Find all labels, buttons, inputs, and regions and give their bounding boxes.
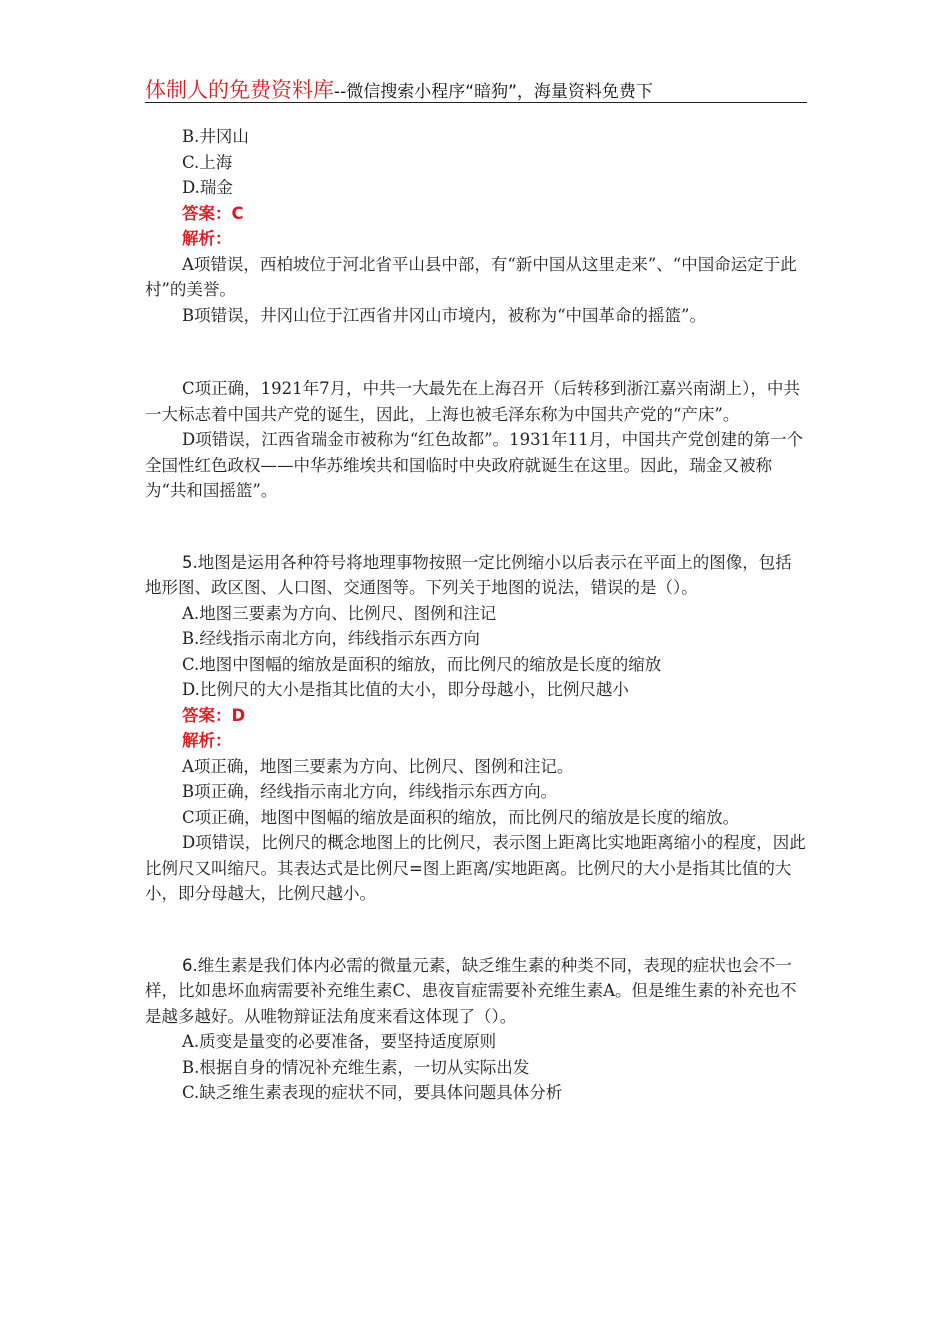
q5-number: 5. (182, 552, 198, 572)
q5-option-b: B.经线指示南北方向，纬线指示东西方向 (182, 629, 480, 648)
q5-option-d: D.比例尺的大小是指其比值的大小，即分母越小，比例尺越小 (182, 680, 629, 699)
spacer (145, 907, 807, 953)
q5-analysis-d: D项错误，比例尺的概念地图上的比例尺，表示图上距离比实地距离缩小的程度，因此比例尺又叫缩尺。其表达式是比例尺=图上距离/实地距离。比例尺的大小是指其比值的大小，即分母越大，比例尺越小。 (145, 833, 806, 903)
q4-analysis-c: C项正确，1921年7月，中共一大最先在上海召开（后转移到浙江嘉兴南湖上），中共一大标志着中国共产党的诞生，因此，上海也被毛泽东称为中国共产党的“产床”。 (145, 379, 800, 424)
q5-analysis-b: B项正确，经线指示南北方向，纬线指示东西方向。 (182, 782, 558, 801)
q5-option-c: C.地图中图幅的缩放是面积的缩放，而比例尺的缩放是长度的缩放 (182, 654, 662, 674)
q4-option-b: B.井冈山 (182, 127, 249, 146)
q4-analysis-d: D项错误，江西省瑞金市被称为“红色故都”。1931年11月，中国共产党创建的第一个全国性红色政权——中华苏维埃共和国临时中央政府就诞生在这里。因此，瑞金又被称为“共和国摇篮”。 (145, 430, 804, 500)
q5-analysis-c: C项正确，地图中图幅的缩放是面积的缩放，而比例尺的缩放是长度的缩放。 (182, 807, 740, 827)
q5-option-a: A.地图三要素为方向、比例尺、图例和注记 (182, 603, 497, 623)
document-body (145, 124, 807, 1106)
q6-option-a: A.质变是量变的必要准备，要坚持适度原则 (182, 1032, 497, 1051)
q4-analysis-b: B项错误，井冈山位于江西省井冈山市境内，被称为“中国革命的摇篮”。 (182, 305, 706, 325)
q4-answer: 答案：C (182, 203, 244, 223)
header-subtitle: --微信搜索小程序“暗狗”，海量资料免费下 (334, 82, 653, 102)
q5-stem-text: 地图是运用各种符号将地理事物按照一定比例缩小以后表示在平面上的图像，包括地形图、政区图、人口图、交通图等。下列关于地图的说法，错误的是（）。 (145, 552, 792, 597)
header-title: 体制人的免费资料库 (145, 78, 334, 102)
q5-analysis-label: 解析： (182, 731, 232, 750)
q6-stem-text: 维生素是我们体内必需的微量元素，缺乏维生素的种类不同，表现的症状也会不一样，比如患坏血病需要补充维生素C、患夜盲症需要补充维生素A。但是维生素的补充也不是越多越好。从唯物辩证法角度来看这体现了（）。 (145, 955, 797, 1026)
q4-analysis-a: A项错误，西柏坡位于河北省平山县中部，有“新中国从这里走来”、“中国命运定于此村”的美誉。 (145, 254, 797, 299)
spacer (145, 328, 807, 376)
q6-stem (145, 953, 807, 1030)
q5-stem (145, 550, 807, 601)
q5-answer: 答案：D (182, 705, 246, 725)
q4-analysis-label: 解析： (182, 229, 232, 248)
q6-option-c: C.缺乏维生素表现的症状不同，要具体问题具体分析 (182, 1083, 563, 1102)
page-header (145, 74, 807, 103)
q5-analysis-a: A项正确，地图三要素为方向、比例尺、图例和注记。 (182, 756, 574, 776)
q4-option-d: D.瑞金 (182, 178, 233, 197)
q6-number: 6. (182, 955, 198, 975)
spacer (145, 504, 807, 550)
q6-option-b: B.根据自身的情况补充维生素，一切从实际出发 (182, 1057, 530, 1077)
q4-option-c: C.上海 (182, 152, 233, 172)
